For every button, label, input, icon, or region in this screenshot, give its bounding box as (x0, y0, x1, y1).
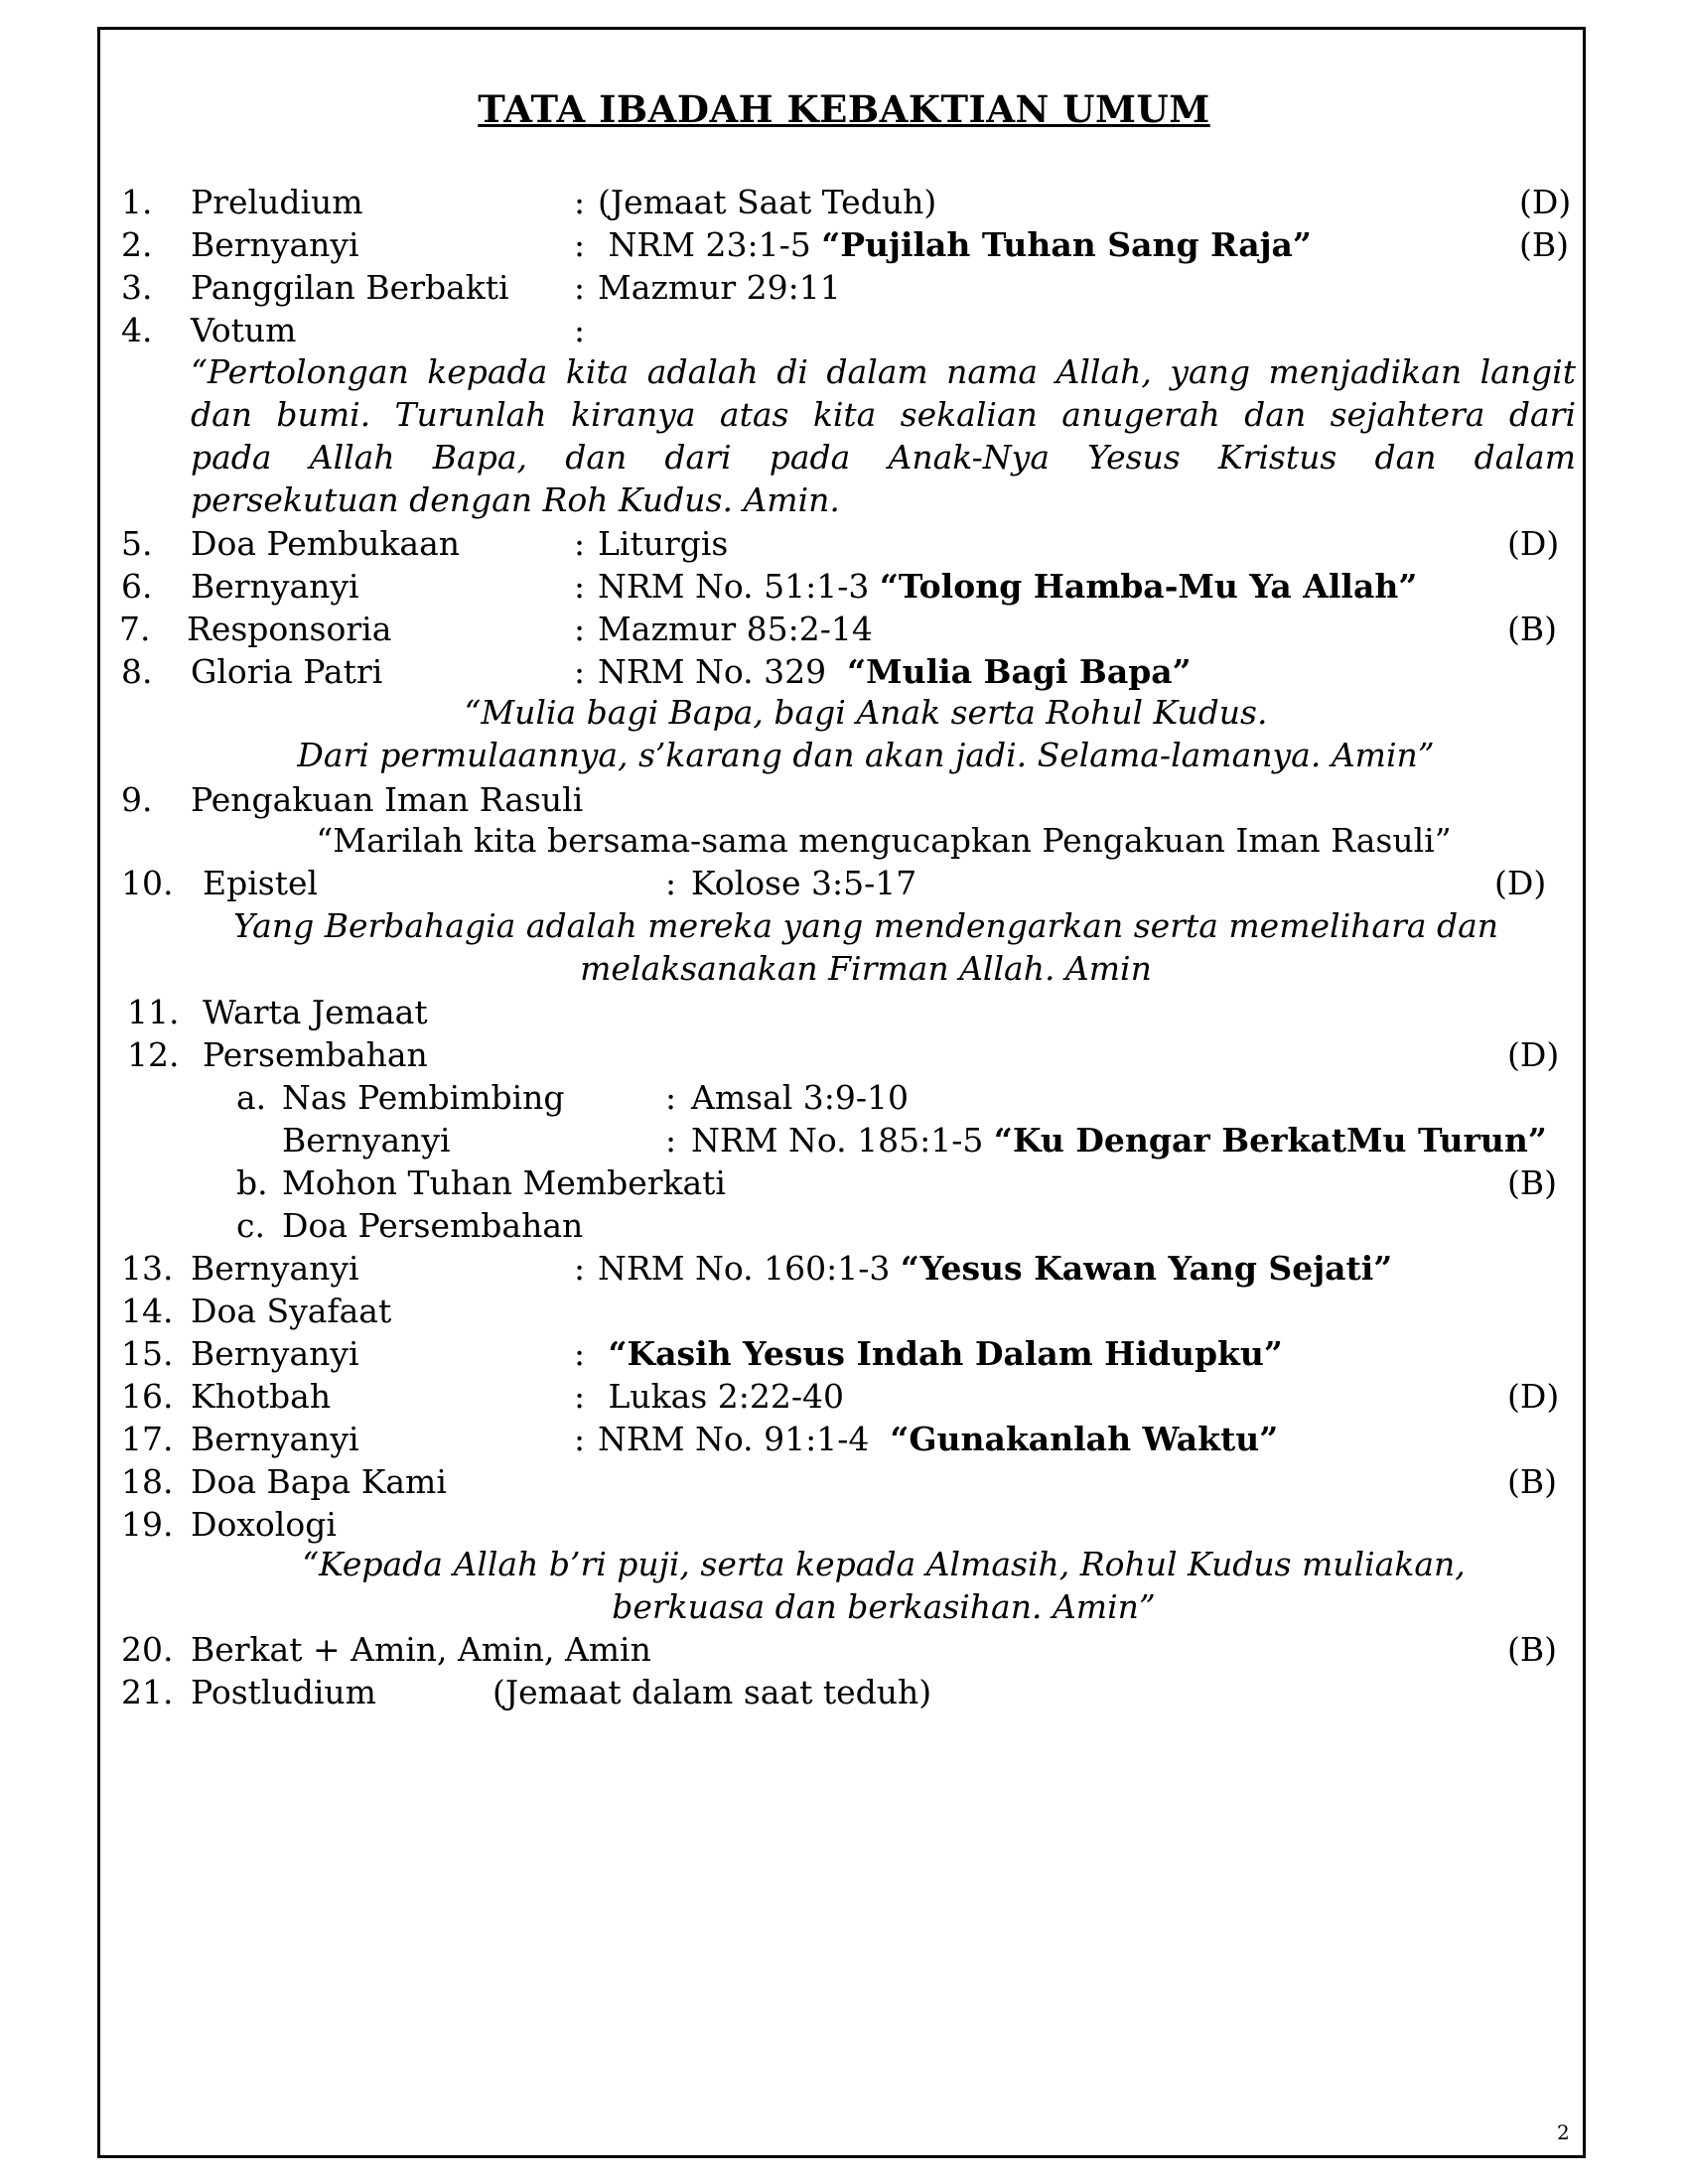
item-label: Panggilan Berbakti (191, 268, 509, 307)
item-value-text: Lukas 2:22-40 (598, 1377, 844, 1416)
item-value (598, 522, 728, 565)
doxologi-text: “Kepada Allah b’ri puji, serta kepada Almasih, Rohul Kudus muliakan, (302, 1545, 1466, 1583)
song-title: “Kasih Yesus Indah Dalam Hidupku” (608, 1334, 1283, 1373)
item-colon: : (574, 1334, 586, 1373)
item-label: Postludium (191, 1673, 376, 1711)
item-label: Doa Pembukaan (191, 524, 461, 563)
item-colon: : (665, 1078, 677, 1117)
item-label: Bernyanyi (191, 225, 359, 264)
votum-text (191, 350, 1576, 521)
song-title: “Yesus Kawan Yang Sejati” (900, 1249, 1393, 1288)
item-colon: : (574, 183, 586, 221)
item-value-text: NRM No. 91:1-4 (598, 1420, 891, 1458)
page-number: 2 (1557, 2120, 1570, 2144)
item-value (598, 223, 1312, 266)
item-number: 11. (127, 993, 180, 1031)
item-value (691, 1076, 909, 1119)
item-value (492, 1671, 931, 1713)
item-colon: : (574, 652, 586, 691)
item-value-text: Liturgis (598, 524, 729, 563)
item-number: 17. (121, 1420, 174, 1458)
gloria-text: “Mulia bagi Bapa, bagi Anak serta Rohul Kudus. (464, 693, 1268, 732)
item-colon: : (574, 524, 586, 563)
item-value-text: NRM No. 160:1-3 (598, 1249, 901, 1288)
role-mark: (D) (1519, 183, 1572, 221)
item-label: Votum (191, 311, 297, 349)
page-title: TATA IBADAH KEBAKTIAN UMUM (478, 87, 1210, 131)
item-label: Bernyanyi (191, 1420, 359, 1458)
pengakuan-text: “Marilah kita bersama-sama mengucapkan Pengakuan Iman Rasuli” (316, 821, 1452, 860)
item-value-text: NRM No. 51:1-3 (598, 567, 880, 606)
item-label: Responsoria (187, 610, 392, 648)
item-value-text: NRM No. 185:1-5 (691, 1121, 994, 1160)
song-title: “Pujilah Tuhan Sang Raja” (821, 225, 1312, 264)
item-label: Berkat + Amin, Amin, Amin (191, 1630, 651, 1669)
item-value (598, 565, 1417, 608)
item-number: 1. (121, 183, 153, 221)
gloria-text: Dari permulaannya, s’karang dan akan jadi. Selama-lamanya. Amin” (297, 736, 1435, 774)
item-label: Epistel (203, 864, 319, 902)
item-value-text: (Jemaat dalam saat teduh) (492, 1673, 932, 1711)
item-number: 4. (121, 311, 153, 349)
item-value-text: NRM No. 329 (598, 652, 848, 691)
role-mark: (B) (1519, 225, 1569, 264)
item-number: 21. (121, 1673, 174, 1711)
votum-line: persekutuan dengan Roh Kudus. Amin. (191, 480, 840, 519)
item-value (598, 608, 873, 650)
song-title: “Ku Dengar BerkatMu Turun” (993, 1121, 1547, 1160)
item-number: 12. (127, 1035, 180, 1074)
item-number: 16. (121, 1377, 174, 1416)
item-value-text: (Jemaat Saat Teduh) (598, 183, 937, 221)
item-value (598, 1332, 1283, 1375)
item-number: b. (236, 1163, 268, 1202)
song-title: “Gunakanlah Waktu” (890, 1420, 1279, 1458)
item-number: 20. (121, 1630, 174, 1669)
item-colon: : (574, 311, 586, 349)
item-number: 5. (121, 524, 153, 563)
item-colon: : (665, 864, 677, 902)
item-colon: : (574, 1420, 586, 1458)
song-title: “Mulia Bagi Bapa” (847, 652, 1192, 691)
item-value-text (598, 1334, 609, 1373)
item-colon: : (574, 1249, 586, 1288)
item-label: Gloria Patri (191, 652, 383, 691)
item-value (598, 1418, 1278, 1460)
role-mark: (D) (1507, 1035, 1560, 1074)
item-value-text: Amsal 3:9-10 (691, 1078, 910, 1117)
item-colon: : (574, 1377, 586, 1416)
item-label: Bernyanyi (191, 1334, 359, 1373)
item-number: a. (236, 1078, 267, 1117)
item-number: 6. (121, 567, 153, 606)
role-mark: (B) (1507, 610, 1557, 648)
role-mark: (D) (1507, 524, 1560, 563)
item-value (598, 1247, 1392, 1290)
item-number: 3. (121, 268, 153, 307)
item-label: Doxologi (191, 1505, 337, 1544)
item-label: Bernyanyi (191, 1249, 359, 1288)
role-mark: (B) (1507, 1630, 1557, 1669)
votum-line: dan bumi. Turunlah kiranya atas kita sekalian anugerah dan sejahtera dari (191, 395, 1576, 434)
item-label: Preludium (191, 183, 363, 221)
item-number: 19. (121, 1505, 174, 1544)
item-colon: : (574, 567, 586, 606)
epistel-text: melaksanakan Firman Allah. Amin (580, 949, 1152, 988)
item-value (691, 862, 916, 904)
item-colon: : (574, 610, 586, 648)
role-mark: (D) (1507, 1377, 1560, 1416)
item-number: 9. (121, 780, 153, 819)
item-label: Mohon Tuhan Memberkati (282, 1163, 726, 1202)
role-mark: (B) (1507, 1163, 1557, 1202)
item-value (598, 266, 841, 309)
item-value (598, 650, 1192, 693)
item-colon: : (574, 225, 586, 264)
item-number: 13. (121, 1249, 174, 1288)
item-label: Bernyanyi (191, 567, 359, 606)
votum-line: pada Allah Bapa, dan dari pada Anak-Nya Yesus Kristus dan dalam (191, 438, 1576, 477)
item-label: Persembahan (203, 1035, 428, 1074)
item-colon: : (574, 268, 586, 307)
item-number: 18. (121, 1462, 174, 1501)
role-mark: (B) (1507, 1462, 1557, 1501)
item-number: 15. (121, 1334, 174, 1373)
item-label: Doa Bapa Kami (191, 1462, 447, 1501)
item-value-text: Kolose 3:5-17 (691, 864, 917, 902)
epistel-text: Yang Berbahagia adalah mereka yang mendengarkan serta memelihara dan (232, 906, 1499, 945)
item-value (691, 1119, 1547, 1161)
item-number: c. (236, 1206, 265, 1245)
song-title: “Tolong Hamba-Mu Ya Allah” (879, 567, 1418, 606)
item-number: 8. (121, 652, 153, 691)
item-colon: : (665, 1121, 677, 1160)
doxologi-text: berkuasa dan berkasihan. Amin” (612, 1587, 1156, 1626)
item-value-text: NRM 23:1-5 (598, 225, 822, 264)
item-number: 2. (121, 225, 153, 264)
item-label: Khotbah (191, 1377, 332, 1416)
votum-line: “Pertolongan kepada kita adalah di dalam nama Allah, yang menjadikan langit (191, 352, 1576, 391)
item-label: Bernyanyi (282, 1121, 451, 1160)
item-label: Doa Syafaat (191, 1292, 392, 1330)
item-value (598, 181, 936, 223)
item-number: 14. (121, 1292, 174, 1330)
item-value-text: Mazmur 29:11 (598, 268, 841, 307)
item-label: Pengakuan Iman Rasuli (191, 780, 584, 819)
item-label: Warta Jemaat (203, 993, 428, 1031)
item-number: 7. (119, 610, 151, 648)
item-value (598, 1375, 844, 1418)
item-number: 10. (121, 864, 174, 902)
item-label: Nas Pembimbing (282, 1078, 565, 1117)
role-mark: (D) (1494, 864, 1547, 902)
item-value-text: Mazmur 85:2-14 (598, 610, 873, 648)
item-label: Doa Persembahan (282, 1206, 584, 1245)
